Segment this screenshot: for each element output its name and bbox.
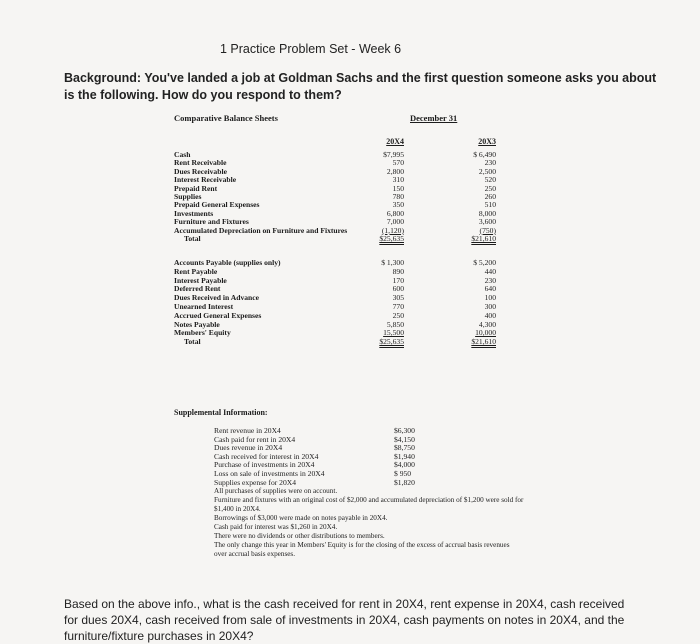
supplemental-row-label: Supplies expense for 20X4 (214, 477, 297, 487)
supplemental-row-value: $6,300 (394, 426, 415, 435)
liabilities-row-value-20x4: 305 (392, 293, 404, 303)
supplemental-row-value: $1,820 (394, 477, 415, 487)
assets-row-value-20x4: 350 (392, 200, 404, 210)
assets-row-label: Furniture and Fixtures (174, 217, 249, 227)
supplemental-row-value: $4,150 (394, 434, 415, 444)
liabilities-row-label: Dues Received in Advance (174, 293, 260, 303)
assets-row-label: Supplies (174, 192, 202, 201)
assets-row-label: Interest Receivable (174, 175, 237, 185)
period-header: December 31 (410, 113, 458, 123)
liabilities-row-label: Accounts Payable (supplies only) (174, 258, 281, 267)
liabilities-row (174, 293, 514, 302)
supplemental-row-value: $ 950 (394, 469, 412, 478)
year-header-20x4: 20X4 (386, 137, 404, 146)
assets-row-value-20x4: $25,635 (379, 234, 404, 243)
assets-row-value-20x3: 520 (484, 175, 496, 185)
balance-sheet-image (160, 110, 540, 588)
liabilities-row (174, 302, 514, 311)
assets-row-value-20x3: 260 (484, 192, 496, 201)
liabilities-row (174, 276, 514, 285)
liabilities-row (174, 258, 514, 267)
assets-row-value-20x3: 230 (484, 158, 496, 168)
liabilities-row (174, 328, 514, 337)
assets-row-value-20x3: (750) (479, 225, 496, 235)
liabilities-row-label: Interest Payable (174, 275, 227, 285)
assets-row-value-20x3: 250 (484, 183, 496, 193)
liabilities-row (174, 320, 514, 329)
liabilities-row (174, 311, 514, 320)
supplemental-row-label: Purchase of investments in 20X4 (214, 460, 315, 470)
assets-row-value-20x3: $ 6,490 (473, 150, 496, 159)
liabilities-row-value-20x4: 15,500 (383, 328, 404, 338)
liabilities-row-value-20x4: 600 (392, 284, 404, 294)
assets-row-value-20x4: 780 (392, 192, 404, 201)
supplemental-note: There were no dividends or other distributions to members. (214, 532, 385, 540)
supplemental-row-value: $1,940 (394, 451, 415, 461)
liabilities-row (174, 337, 514, 346)
liabilities-row-value-20x4: 170 (392, 275, 404, 285)
assets-row-label: Rent Receivable (174, 158, 227, 168)
question-text: Based on the above info., what is the cash received for rent in 20X4, rent expense in 20X4, cash received for dues 20X4, cash received from sale of investments in 20X4, cash payments on notes in 20X4, and the furniture/fixture purchases in 20X4? (64, 597, 625, 643)
background-text: You've landed a job at Goldman Sachs and the first question someone asks you about is the following. How do you respond to them? (64, 71, 657, 102)
liabilities-row-label: Unearned Interest (174, 302, 234, 311)
supplemental-row-value: $8,750 (394, 443, 415, 453)
assets-row-label: Dues Receivable (174, 166, 227, 176)
liabilities-row-label: Notes Payable (174, 319, 220, 329)
assets-row-label: Total (184, 234, 201, 243)
liabilities-row-value-20x3: 400 (484, 310, 496, 320)
supplemental-row-label: Cash received for interest in 20X4 (214, 451, 319, 461)
liabilities-row-value-20x3: $21,610 (471, 337, 496, 347)
liabilities-row-value-20x4: $ 1,300 (381, 258, 404, 267)
assets-row-value-20x4: 6,800 (386, 208, 404, 218)
background-paragraph (64, 70, 664, 104)
year-header-20x3: 20X3 (478, 137, 496, 146)
supplemental-note: Cash paid for interest was $1,260 in 20X4. (214, 523, 338, 531)
assets-row-value-20x3: $21,610 (471, 234, 496, 243)
liabilities-row-value-20x3: 100 (484, 293, 496, 303)
supplemental-note: The only change this year in Members' Equity is for the closing of the excess of accrual basis revenues over accrual basis expenses. (214, 541, 510, 558)
supplemental-note: Furniture and fixtures with an original cost of $2,000 and accumulated depreciation of $1,200 were sold for $1,400 in 20X4. (214, 496, 524, 513)
background-label: Background: (64, 71, 142, 85)
supplemental-row-label: Dues revenue in 20X4 (214, 443, 283, 453)
page-title: 1 Practice Problem Set - Week 6 (220, 42, 402, 56)
liabilities-row-value-20x4: $25,635 (379, 337, 404, 347)
assets-row-value-20x4: 570 (392, 158, 404, 168)
assets-row (174, 234, 514, 243)
liabilities-row-value-20x4: 770 (392, 302, 404, 311)
supplemental-row-label: Cash paid for rent in 20X4 (214, 434, 296, 444)
supplemental-row-value: $4,000 (394, 460, 415, 470)
assets-row-value-20x3: 8,000 (478, 208, 496, 218)
assets-row-value-20x4: 150 (392, 183, 404, 193)
supplemental-note: Borrowings of $3,000 were made on notes payable in 20X4. (214, 514, 388, 522)
liabilities-row-label: Members' Equity (174, 328, 231, 338)
assets-row-value-20x3: 3,600 (478, 217, 496, 227)
supplemental-title: Supplemental Information: (174, 408, 268, 417)
liabilities-row-label: Deferred Rent (174, 284, 221, 294)
liabilities-row-value-20x4: 250 (392, 310, 404, 320)
liabilities-row-value-20x3: $ 5,200 (473, 258, 496, 267)
assets-row-value-20x4: 310 (392, 175, 404, 185)
liabilities-row-value-20x3: 440 (484, 266, 496, 276)
assets-row-value-20x3: 510 (484, 200, 496, 210)
supplemental-row (214, 478, 514, 487)
supplemental-row-label: Loss on sale of investments in 20X4 (214, 469, 325, 478)
liabilities-row-label: Accrued General Expenses (174, 310, 262, 320)
assets-row-value-20x3: 2,500 (478, 166, 496, 176)
liabilities-row-value-20x3: 300 (484, 302, 496, 311)
assets-row-value-20x4: $7,995 (383, 150, 404, 159)
liabilities-row (174, 267, 514, 276)
liabilities-row-value-20x4: 5,850 (386, 319, 404, 329)
assets-row-value-20x4: 2,800 (386, 166, 404, 176)
assets-row-value-20x4: 7,000 (386, 217, 404, 227)
supplemental-note: All purchases of supplies were on account. (214, 487, 338, 495)
liabilities-row-value-20x3: 230 (484, 275, 496, 285)
liabilities-row-value-20x3: 10,000 (475, 328, 496, 338)
assets-row-value-20x4: (1,120) (381, 225, 404, 235)
assets-row-label: Cash (174, 150, 191, 159)
assets-row-label: Accumulated Depreciation on Furniture and Fixtures (174, 225, 348, 235)
liabilities-row-value-20x4: 890 (392, 266, 404, 276)
supplemental-row-label: Rent revenue in 20X4 (214, 426, 281, 435)
liabilities-row-value-20x3: 640 (484, 284, 496, 294)
assets-row-label: Prepaid General Expenses (174, 200, 260, 210)
sheet-title: Comparative Balance Sheets (174, 113, 278, 123)
liabilities-row (174, 284, 514, 293)
liabilities-row-label: Total (184, 337, 201, 347)
assets-row-label: Prepaid Rent (174, 183, 218, 193)
liabilities-row-value-20x3: 4,300 (478, 319, 496, 329)
liabilities-row-label: Rent Payable (174, 266, 218, 276)
assets-row-label: Investments (174, 208, 214, 218)
